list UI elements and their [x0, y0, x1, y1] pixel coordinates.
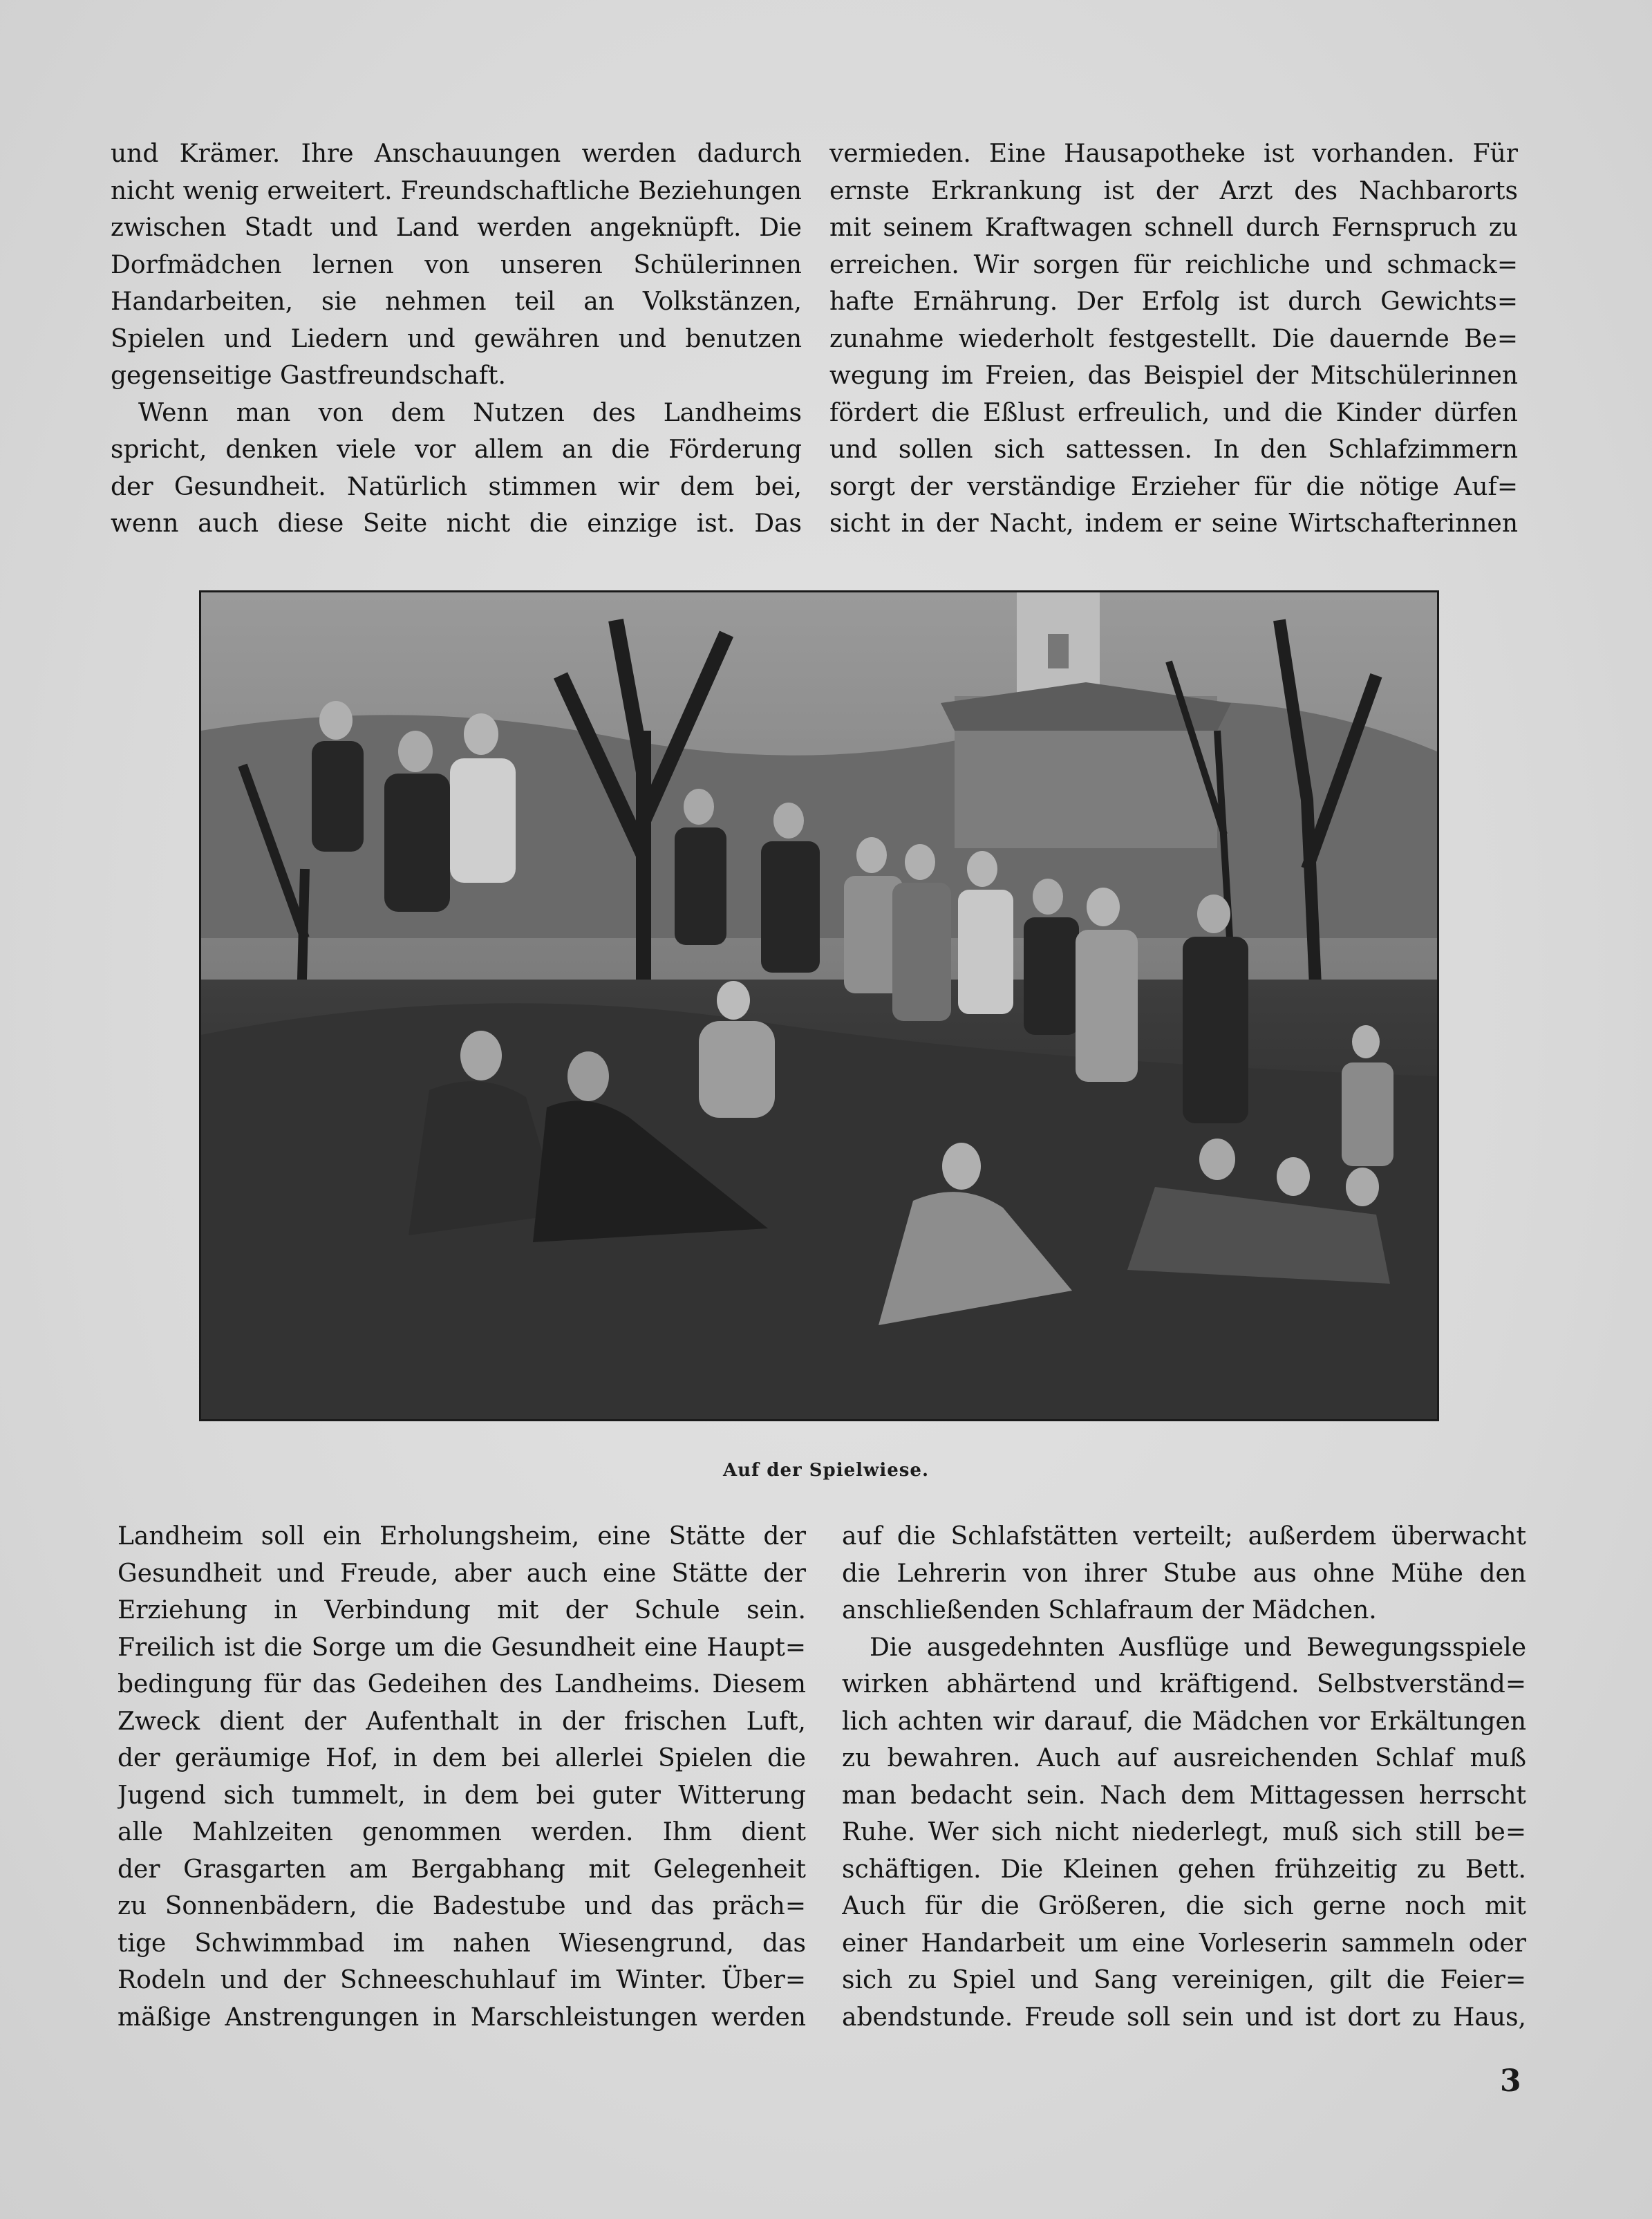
- text-line: Die ausgedehnten Ausflüge und Bewegungsspiele: [870, 1633, 1526, 1662]
- text-line: Rodeln und der Schneeschuhlauf im Winter. Über=: [118, 1966, 806, 1994]
- text-line: die Lehrerin von ihrer Stube aus ohne Mühe den: [842, 1559, 1526, 1588]
- text-line: und sollen sich sattessen. In den Schlafzimmern: [829, 436, 1518, 464]
- text-line: alle Mahlzeiten genommen werden. Ihm dient: [118, 1818, 806, 1846]
- text-line: schäftigen. Die Kleinen gehen frühzeitig zu Bett.: [842, 1855, 1526, 1884]
- text-line: der Gesundheit. Natürlich stimmen wir dem bei,: [111, 472, 802, 501]
- text-line: hafte Ernährung. Der Erfolg ist durch Gewichts=: [829, 288, 1518, 316]
- text-line: Erziehung in Verbindung mit der Schule sein.: [118, 1596, 806, 1625]
- text-line: Gesundheit und Freude, aber auch eine Stätte der: [118, 1559, 806, 1588]
- text-line: anschließenden Schlafraum der Mädchen.: [842, 1596, 1377, 1625]
- text-line: lich achten wir darauf, die Mädchen vor Erkältungen: [842, 1707, 1526, 1736]
- text-line: Wenn man von dem Nutzen des Landheims: [138, 398, 802, 427]
- text-line: tige Schwimmbad im nahen Wiesengrund, das: [118, 1929, 806, 1958]
- text-line: mit seinem Kraftwagen schnell durch Fernspruch zu: [829, 214, 1518, 242]
- text-line: auf die Schlafstätten verteilt; außerdem überwacht: [842, 1522, 1526, 1551]
- text-line: Auch für die Größeren, die sich gerne noch mit: [842, 1892, 1526, 1920]
- text-line: sich zu Spiel und Sang vereinigen, gilt die Feier=: [842, 1966, 1526, 1994]
- text-line: gegenseitige Gastfreundschaft.: [111, 362, 506, 390]
- text-line: Dorfmädchen lernen von unseren Schülerinnen: [111, 250, 802, 279]
- group-photo: [199, 590, 1439, 1421]
- text-line: sicht in der Nacht, indem er seine Wirtschafterinnen: [829, 509, 1518, 538]
- text-line: Ruhe. Wer sich nicht niederlegt, muß sich still be=: [842, 1818, 1526, 1846]
- text-line: zu Sonnenbädern, die Badestube und das präch=: [118, 1892, 806, 1920]
- text-line: wegung im Freien, das Beispiel der Mitschülerinnen: [829, 362, 1518, 390]
- text-column-bottom-right: [842, 1518, 1526, 2036]
- text-line: Jugend sich tummelt, in dem bei guter Witterung: [118, 1781, 806, 1810]
- text-line: nicht wenig erweitert. Freundschaftliche Beziehungen: [111, 176, 802, 205]
- text-line: wenn auch diese Seite nicht die einzige ist. Das: [111, 509, 802, 538]
- text-line: Freilich ist die Sorge um die Gesundheit eine Haupt=: [118, 1633, 806, 1662]
- text-line: fördert die Eßlust erfreulich, und die Kinder dürfen: [829, 398, 1518, 427]
- text-line: zwischen Stadt und Land werden angeknüpft. Die: [111, 214, 802, 242]
- text-line: abendstunde. Freude soll sein und ist dort zu Haus,: [842, 2003, 1526, 2032]
- text-line: Landheim soll ein Erholungsheim, eine Stätte der: [118, 1522, 806, 1551]
- text-column-top-left: [111, 135, 802, 543]
- text-column-top-right: [829, 135, 1518, 543]
- text-line: Zweck dient der Aufenthalt in der frischen Luft,: [118, 1707, 806, 1736]
- text-line: vermieden. Eine Hausapotheke ist vorhanden. Für: [829, 140, 1518, 168]
- photo-caption: Auf der Spielwiese.: [722, 1460, 930, 1481]
- text-line: der Grasgarten am Bergabhang mit Gelegenheit: [118, 1855, 806, 1884]
- text-line: spricht, denken viele vor allem an die Förderung: [111, 436, 802, 464]
- text-line: wirken abhärtend und kräftigend. Selbstverständ=: [842, 1670, 1526, 1698]
- text-line: Handarbeiten, sie nehmen teil an Volkstänzen,: [111, 288, 802, 316]
- text-line: bedingung für das Gedeihen des Landheims. Diesem: [118, 1670, 806, 1698]
- text-column-bottom-left: [118, 1518, 806, 2036]
- photo-illustration: [201, 592, 1437, 1419]
- text-line: Spielen und Liedern und gewähren und benutzen: [111, 324, 802, 353]
- page-number: 3: [1500, 2063, 1521, 2099]
- text-line: mäßige Anstrengungen in Marschleistungen werden: [118, 2003, 806, 2032]
- text-line: zunahme wiederholt festgestellt. Die dauernde Be=: [829, 324, 1518, 353]
- text-line: sorgt der verständige Erzieher für die nötige Auf=: [829, 472, 1518, 501]
- text-line: ernste Erkrankung ist der Arzt des Nachbarorts: [829, 176, 1518, 205]
- text-line: zu bewahren. Auch auf ausreichenden Schlaf muß: [842, 1744, 1526, 1772]
- text-line: erreichen. Wir sorgen für reichliche und schmack=: [829, 250, 1518, 279]
- text-line: der geräumige Hof, in dem bei allerlei Spielen die: [118, 1744, 806, 1772]
- text-line: einer Handarbeit um eine Vorleserin sammeln oder: [842, 1929, 1526, 1958]
- text-line: und Krämer. Ihre Anschauungen werden dadurch: [111, 140, 802, 168]
- text-line: man bedacht sein. Nach dem Mittagessen herrscht: [842, 1781, 1526, 1810]
